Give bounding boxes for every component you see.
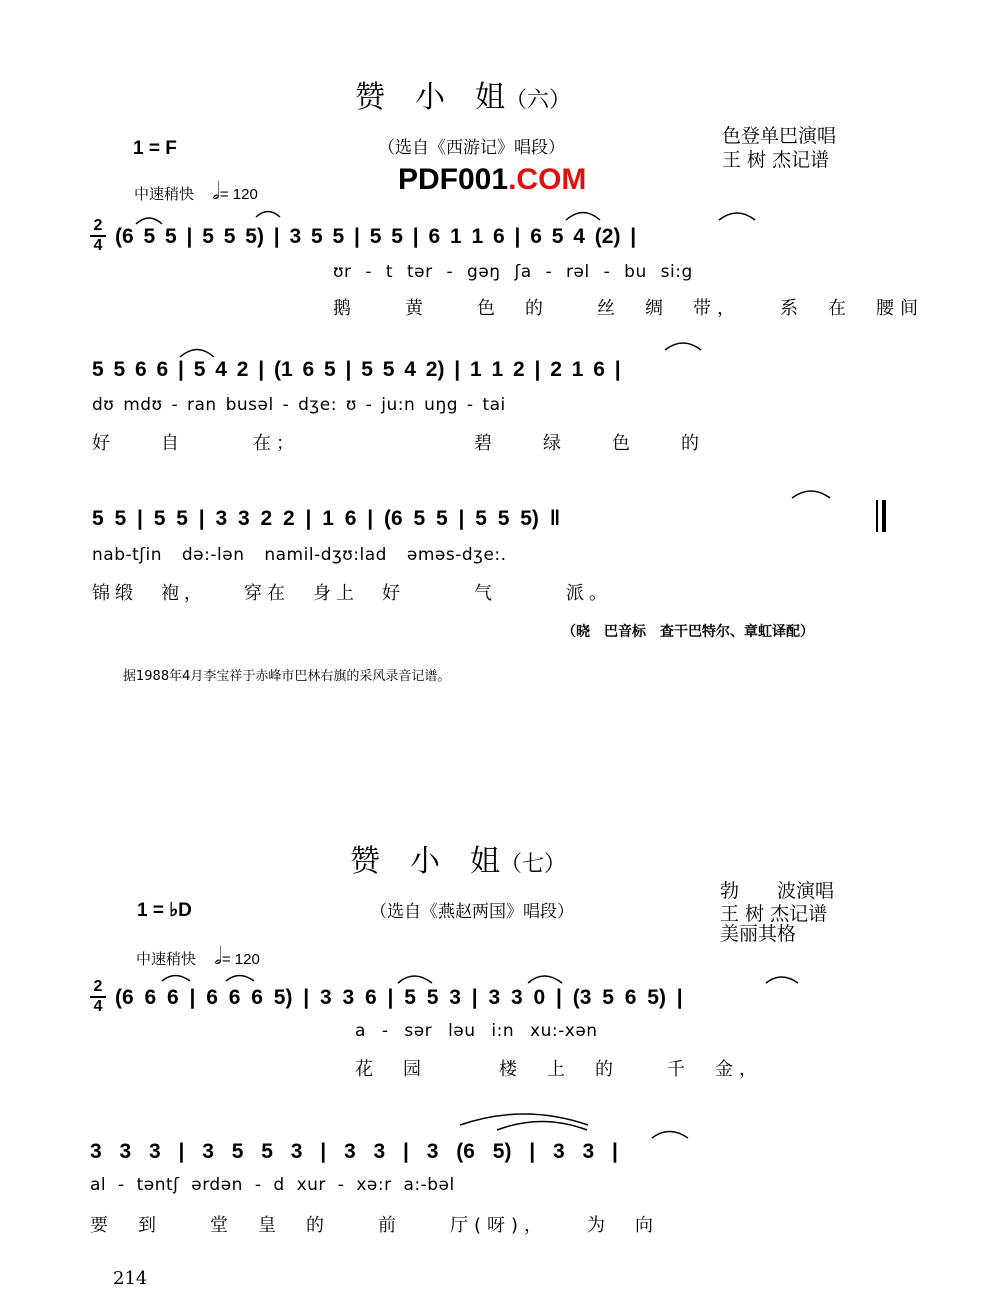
- song7-notator: 王 树 杰记谱: [720, 903, 828, 925]
- final-barline: [876, 500, 878, 532]
- slur: [665, 343, 701, 350]
- final-barline: [882, 500, 886, 532]
- song7-title-suffix: （七）: [500, 852, 567, 877]
- slur: [162, 976, 190, 982]
- slur: [226, 976, 254, 982]
- song7-tempo-value: = 120: [221, 951, 260, 968]
- slur: [566, 213, 600, 221]
- page-number: 214: [113, 1268, 148, 1289]
- time-sig-bottom: 4: [93, 998, 103, 1015]
- song6-source: （选自《西游记》唱段）: [378, 138, 565, 158]
- slur: [766, 977, 798, 983]
- song7-tempo-text: 中速稍快: [136, 951, 197, 968]
- song7-line1-notes: (6 6 6 | 6 6 6 5) | 3 3 6 | 5 5 3 | 3 3 0 | (3 5 6 5) |: [115, 986, 683, 1009]
- time-sig-top: 2: [93, 217, 103, 234]
- time-sig-top: 2: [93, 978, 103, 995]
- song6-key: 1 = F: [133, 138, 177, 159]
- half-note-icon: 𝅗𝅥: [212, 178, 220, 205]
- song7-source: （选自《燕赵两国》唱段）: [370, 902, 574, 922]
- song6-tempo-value: = 120: [219, 186, 258, 203]
- song6-line1-chinese: 鹅 黄 色 的 丝 绸 带， 系 在 腰间: [333, 298, 924, 319]
- slur: [719, 213, 755, 220]
- song6-line2-romanized: dʊ mdʊ - ran busəl - dʒe: ʊ - ju:n uŋg - tai: [92, 395, 506, 415]
- song7-key: 1 = ♭D: [137, 900, 192, 921]
- song7-line1-romanized: a - sər ləu i:n xu:-xən: [355, 1021, 598, 1041]
- slur: [398, 976, 432, 983]
- half-note-icon: 𝅗𝅥: [214, 943, 222, 970]
- song7-title-main: 赞 小 姐: [350, 844, 500, 879]
- time-sig-bottom: 4: [93, 237, 103, 254]
- slur: [528, 976, 562, 983]
- song6-line3-chinese: 锦缎 袍， 穿在 身上 好 气 派。: [92, 583, 612, 604]
- slur: [792, 491, 830, 498]
- slur: [180, 350, 214, 358]
- song6-line3-romanized: nab-tʃin də:-lən namil-dʒʊ:lad əməs-dʒe:.: [92, 545, 507, 565]
- song6-line2-notes: 5 5 6 6 | 5 4 2 | (1 6 5 | 5 5 4 2) | 1 1 2 | 2 1 6 |: [92, 358, 621, 381]
- slur: [652, 1132, 688, 1139]
- slur: [136, 218, 162, 224]
- song6-translator-credit: （晓 巴音标 查干巴特尔、章虹译配）: [562, 624, 814, 640]
- song7-line2-romanized: al - təntʃ ərdən - d xur - xə:r a:-bəl: [90, 1175, 455, 1195]
- song6-performer: 色登单巴演唱: [722, 125, 837, 147]
- song6-title-main: 赞 小 姐: [355, 80, 505, 115]
- song6-line1-romanized: ʊr - t tər - gəŋ ʃa - rəl - bu si:g: [333, 262, 693, 282]
- slur: [497, 1122, 587, 1131]
- song6-tempo-text: 中速稍快: [134, 186, 195, 203]
- song7-notator2: 美丽其格: [720, 923, 797, 945]
- song7-line2-chinese: 要 到 堂 皇 的 前 厅(呀)， 为 向: [90, 1215, 660, 1236]
- song6-notator: 王 树 杰记谱: [722, 149, 830, 171]
- watermark-part2: .COM: [508, 163, 587, 196]
- song6-line2-chinese: 好 自 在； 碧 绿 色 的: [92, 433, 704, 454]
- song7-line2-notes: 3 3 3 | 3 5 5 3 | 3 3 | 3 (6 5) | 3 3 |: [90, 1140, 618, 1163]
- watermark-part1: PDF001: [398, 163, 509, 196]
- song7-line1-chinese: 花 园 楼 上 的 千 金，: [355, 1059, 763, 1080]
- song6-line3-notes: 5 5 | 5 5 | 3 3 2 2 | 1 6 | (6 5 5 | 5 5 5) ‖: [92, 507, 561, 530]
- song6-footnote: 据1988年4月李宝祥于赤峰市巴林右旗的采风录音记谱。: [123, 669, 451, 684]
- slur: [256, 212, 280, 218]
- song7-performer: 勃 波演唱: [720, 880, 835, 902]
- song6-line1-notes: (6 5 5 | 5 5 5) | 3 5 5 | 5 5 | 6 1 1 6 | 6 5 4 (2) |: [115, 225, 637, 248]
- song6-title-suffix: （六）: [505, 88, 572, 113]
